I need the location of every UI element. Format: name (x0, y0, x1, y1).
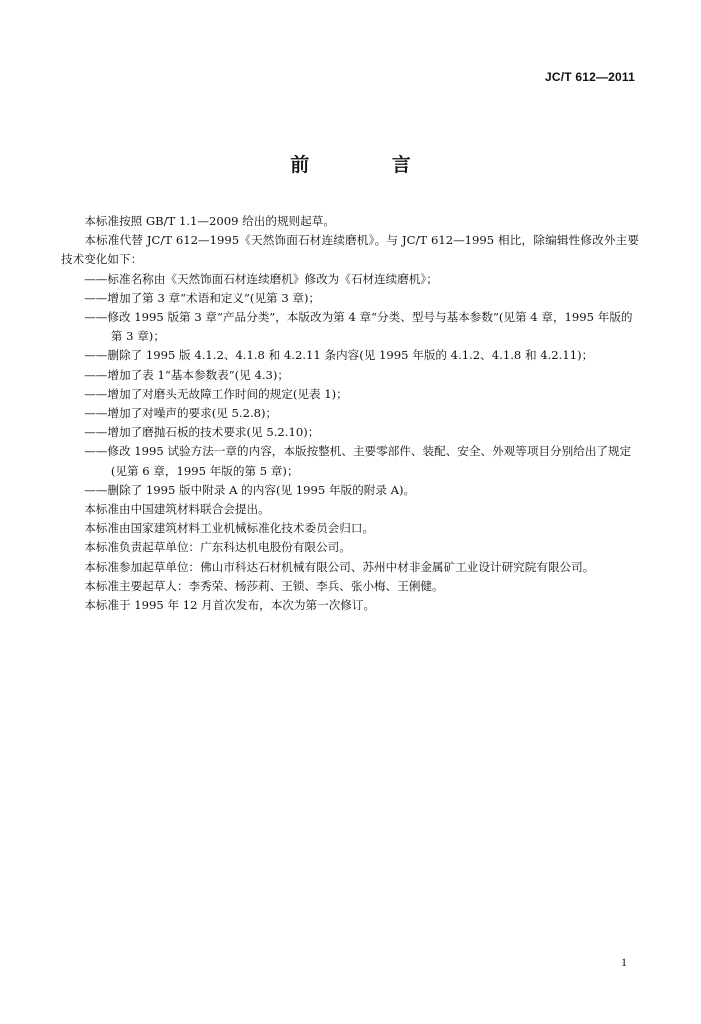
paragraph-proposer: 本标准由中国建筑材料联合会提出。 (84, 502, 270, 517)
paragraph-main-drafters: 本标准主要起草人：李秀荣、杨莎莉、王锁、李兵、张小梅、王俐健。 (84, 578, 444, 593)
paragraph-administrator: 本标准由国家建筑材料工业机械标准化技术委员会归口。 (84, 521, 375, 536)
page-title: 前 言 (290, 154, 449, 176)
change-item: ——修改 1995 版第 3 章“产品分类”，本版改为第 4 章“分类、型号与基本参数”(见第 4 章，1995 年版的第 3 章)； (84, 310, 633, 344)
paragraph-replacement: 本标准代替 JC/T 612—1995《天然饰面石材连续磨机》。与 JC/T 612—1995 相比，除编辑性修改外主要技术变化如下： (61, 233, 639, 267)
document-body (61, 212, 639, 615)
change-item: ——增加了磨抛石板的技术要求(见 5.2.10)； (84, 425, 320, 440)
change-item: ——增加了对磨头无故障工作时间的规定(见表 1)； (84, 386, 348, 401)
change-item: ——删除了 1995 版中附录 A 的内容(见 1995 年版的附录 A)。 (84, 482, 416, 497)
change-item: ——增加了对噪声的要求(见 5.2.8)； (84, 406, 278, 421)
change-item: ——修改 1995 试验方法一章的内容，本版按整机、主要零部件、装配、安全、外观等项目分别给出了规定(见第 6 章，1995 年版的第 5 章)； (84, 444, 632, 478)
change-item: ——删除了 1995 版 4.1.2、4.1.8 和 4.2.11 条内容(见 1995 年版的 4.1.2、4.1.8 和 4.2.11)； (84, 348, 594, 363)
paragraph-participating-drafters: 本标准参加起草单位：佛山市科达石材机械有限公司、苏州中材非金属矿工业设计研究院有限公司。 (84, 559, 595, 574)
change-item: ——增加了第 3 章“术语和定义”(见第 3 章)； (84, 290, 321, 305)
standard-code: JC/T 612—2011 (545, 70, 635, 84)
paragraph-drafting-rules: 本标准按照 GB/T 1.1—2009 给出的规则起草。 (84, 214, 335, 228)
page-number: 1 (621, 955, 627, 969)
paragraph-lead-drafter: 本标准负责起草单位：广东科达机电股份有限公司。 (84, 540, 351, 555)
paragraph-publication-history: 本标准于 1995 年 12 月首次发布，本次为第一次修订。 (84, 598, 376, 613)
change-item: ——增加了表 1“基本参数表”(见 4.3)； (84, 367, 290, 382)
change-item: ——标准名称由《天然饰面石材连续磨机》修改为《石材连续磨机》； (84, 271, 438, 286)
